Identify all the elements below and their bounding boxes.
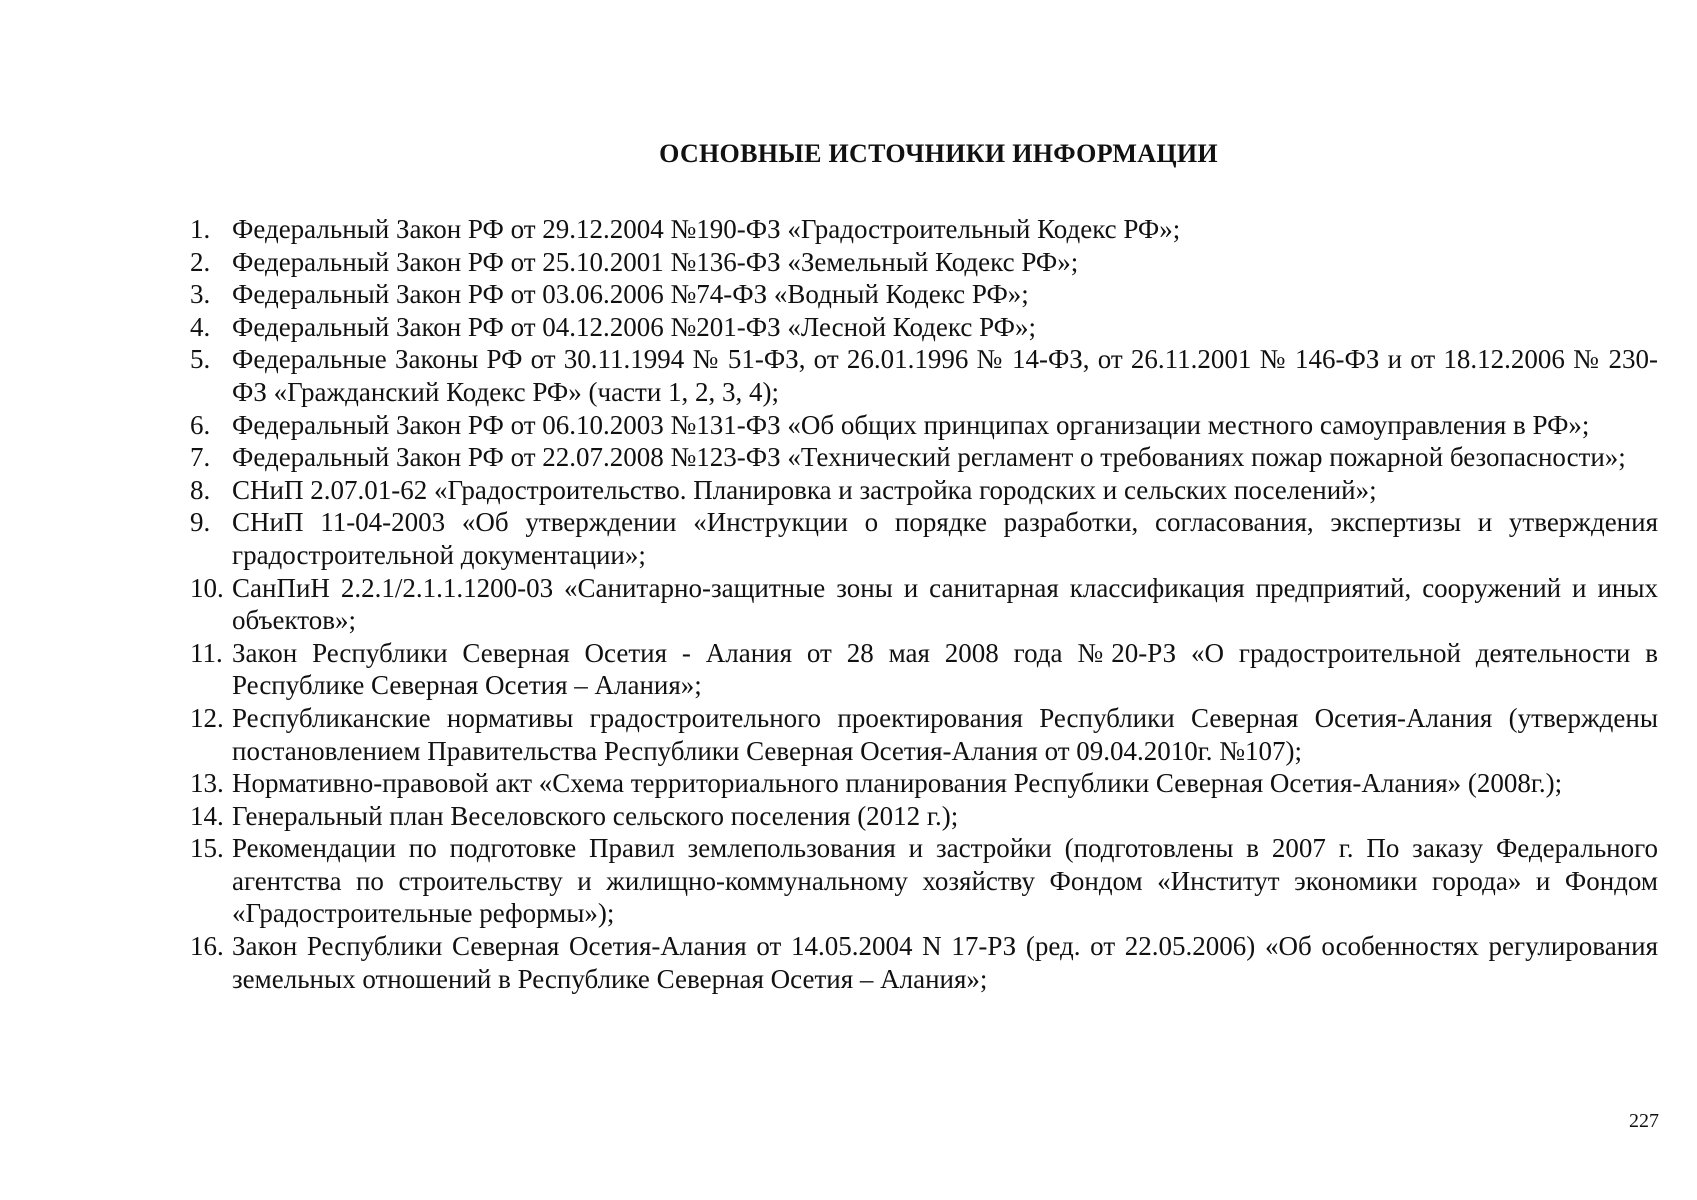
reference-number: 2.: [190, 246, 211, 277]
reference-text: Республиканские нормативы градостроительного проектирования Республики Северная Осетия-Алания (утверждены постановлением Правительства Республики Северная Осетия-Алания от 09.04.2010г. №107);: [232, 702, 1658, 766]
reference-number: 6.: [190, 409, 211, 440]
reference-text: Генеральный план Веселовского сельского поселения (2012 г.);: [232, 800, 959, 831]
reference-number: 7.: [190, 442, 211, 473]
reference-item: [190, 246, 1658, 279]
reference-number: 11.: [190, 637, 223, 668]
reference-text: Федеральный Закон РФ от 22.07.2008 №123-ФЗ «Технический регламент о требованиях пожар пожарной безопасности»;: [232, 442, 1626, 473]
reference-item: [190, 311, 1658, 344]
reference-number: 9.: [190, 507, 211, 538]
reference-number: 13.: [190, 768, 224, 799]
reference-item: [190, 702, 1658, 767]
reference-number: 14.: [190, 800, 224, 831]
reference-text: Закон Республики Северная Осетия-Алания от 14.05.2004 N 17-РЗ (ред. от 22.05.2006) «Об особенностях регулирования земельных отношений в Республике Северная Осетия – Алания»;: [232, 931, 1658, 994]
page-title: ОСНОВНЫЕ ИСТОЧНИКИ ИНФОРМАЦИИ: [659, 139, 1218, 168]
page-number: 227: [1629, 1110, 1659, 1132]
reference-text: Рекомендации по подготовке Правил землепользования и застройки (подготовлены в 2007 г. По заказу Федерального агентства по строительству и жилищно-коммунальному хозяйству Фондом «Институт экономики города» и Фондом «Градостроительные реформы»);: [232, 833, 1658, 929]
reference-number: 1.: [190, 214, 211, 244]
reference-item: [190, 343, 1658, 408]
reference-item: [190, 474, 1658, 507]
reference-text: Нормативно-правовой акт «Схема территориального планирования Республики Северная Осетия-Алания» (2008г.);: [232, 768, 1563, 799]
reference-item: [190, 572, 1658, 637]
reference-number: 10.: [190, 572, 224, 603]
reference-number: 3.: [190, 279, 211, 310]
reference-item: [190, 930, 1658, 995]
reference-item: [190, 409, 1658, 442]
reference-number: 15.: [190, 833, 224, 864]
reference-number: 4.: [190, 311, 211, 342]
reference-text: Федеральный Закон РФ от 06.10.2003 №131-ФЗ «Об общих принципах организации местного самоуправления в РФ»;: [232, 409, 1590, 440]
reference-item: [190, 506, 1658, 571]
references-list: [190, 213, 1658, 995]
reference-text: Закон Республики Северная Осетия - Алания от 28 мая 2008 года №20-РЗ «О градостроительной деятельности в Республике Северная Осетия – Алания»;: [232, 637, 1658, 701]
reference-text: Федеральный Закон РФ от 03.06.2006 №74-ФЗ «Водный Кодекс РФ»;: [232, 279, 1029, 310]
reference-number: 5.: [190, 344, 211, 375]
reference-text: СНиП 11-04-2003 «Об утверждении «Инструкции о порядке разработки, согласования, экспертизы и утверждения градостроительной документации»;: [232, 507, 1658, 570]
reference-text: СНиП 2.07.01-62 «Градостроительство. Планировка и застройка городских и сельских поселений»;: [232, 474, 1377, 505]
reference-item: [190, 637, 1658, 702]
reference-number: 12.: [190, 702, 224, 733]
reference-item: [190, 800, 1658, 833]
reference-number: 16.: [190, 931, 224, 962]
reference-text: Федеральный Закон РФ от 25.10.2001 №136-ФЗ «Земельный Кодекс РФ»;: [232, 246, 1079, 277]
reference-text: Федеральные Законы РФ от 30.11.1994 № 51-ФЗ, от 26.01.1996 № 14-ФЗ, от 26.11.2001 № 146-ФЗ и от 18.12.2006 № 230-ФЗ «Гражданский Кодекс РФ» (части 1, 2, 3, 4);: [232, 344, 1658, 407]
reference-text: Федеральный Закон РФ от 04.12.2006 №201-ФЗ «Лесной Кодекс РФ»;: [232, 311, 1036, 342]
reference-item: [190, 213, 1658, 246]
reference-item: [190, 767, 1658, 800]
reference-item: [190, 832, 1658, 930]
reference-text: Федеральный Закон РФ от 29.12.2004 №190-ФЗ «Градостроительный Кодекс РФ»;: [232, 214, 1181, 244]
reference-item: [190, 278, 1658, 311]
reference-number: 8.: [190, 474, 211, 505]
reference-text: СанПиН 2.2.1/2.1.1.1200-03 «Санитарно-защитные зоны и санитарная классификация предприятий, сооружений и иных объектов»;: [232, 572, 1658, 636]
reference-item: [190, 441, 1658, 474]
